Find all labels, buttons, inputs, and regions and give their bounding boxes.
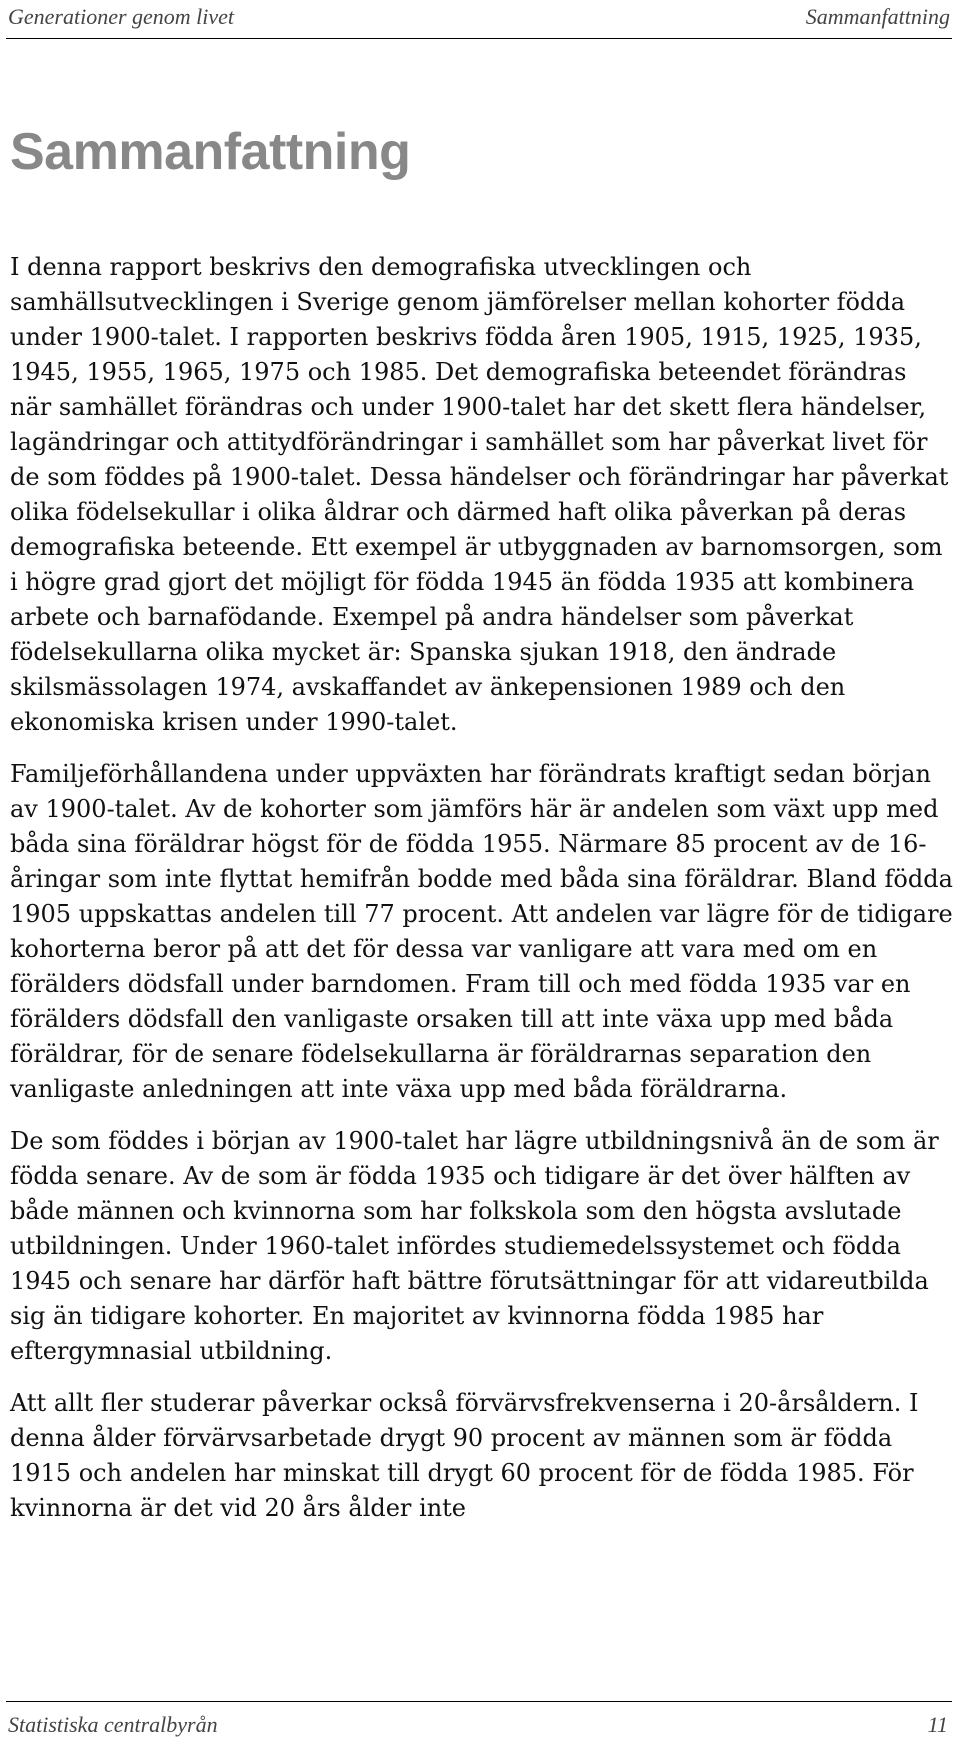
page-number: 11 [927,1712,948,1737]
header-report-title: Generationer genom livet [8,4,235,29]
paragraph-intro: I denna rapport beskrivs den demografiska utvecklingen och samhällsutvecklingen i Sverige genom jämförelser mellan kohorter födda under 1900-talet. I rapporten beskrivs födda åren 1905, 1915, 1925, 1935, 1945, 1955, 1965, 1975 och 1985. Det demografiska beteendet förändras när samhället förändras och under 1900-talet har det skett flera händelser, lagändringar och attitydförändringar i samhället som har påverkat livet för de som föddes på 1900-talet. Dessa händelser och förändringar har påverkat olika födelsekullar i olika åldrar och därmed haft olika påverkan på deras demografiska beteende. Ett exempel är utbyggnaden av barnomsorgen, som i högre grad gjort det möjligt för födda 1945 än födda 1935 att kombinera arbete och barnafödande. Exempel på andra händelser som påverkat födelsekullarna olika mycket är: Spanska sjukan 1918, den ändrade skilsmässolagen 1974, avskaffandet av änkepensionen 1989 och den ekonomiska krisen under 1990-talet. [10,253,949,736]
paragraph-employment: Att allt fler studerar påverkar också förvärvsfrekvenserna i 20-årsåldern. I denna ålder förvärvsarbetade drygt 90 procent av männen som är födda 1915 och andelen har minskat till drygt 60 procent för de födda 1985. För kvinnorna är det vid 20 års ålder inte [10,1389,919,1522]
footer-publisher: Statistiska centralbyrån [8,1712,218,1737]
paragraph-family: Familjeförhållandena under uppväxten har förändrats kraftigt sedan början av 1900-talet. Av de kohorter som jämförs här är andelen som växt upp med båda sina föräldrar högst för de födda 1955. Närmare 85 procent av de 16-åringar som inte flyttat hemifrån bodde med båda sina föräldrar. Bland födda 1905 uppskattas andelen till 77 procent. Att andelen var lägre för de tidigare kohorterna beror på att det för dessa var vanligare att vara med om en förälders dödsfall under barndomen. Fram till och med födda 1935 var en förälders dödsfall den vanligaste orsaken till att inte växa upp med båda föräldrar, för de senare födelsekullarna är föräldrarnas separation den vanligaste anledningen att inte växa upp med båda föräldrarna. [10,760,953,1103]
paragraph-education: De som föddes i början av 1900-talet har lägre utbildningsnivå än de som är födda senare. Av de som är födda 1935 och tidigare är det över hälften av både männen och kvinnorna som har folkskola som den högsta avslutade utbildningen. Under 1960-talet infördes studiemedelssystemet och födda 1945 och senare har därför haft bättre förutsättningar för att vidareutbilda sig än tidigare kohorter. En majoritet av kvinnorna födda 1985 har eftergymnasial utbildning. [10,1127,939,1365]
running-header [6,0,952,39]
page-title: Sammanfattning [10,123,411,181]
body-text [10,250,954,1543]
header-section-title: Sammanfattning [805,4,950,29]
running-footer [6,1701,952,1747]
